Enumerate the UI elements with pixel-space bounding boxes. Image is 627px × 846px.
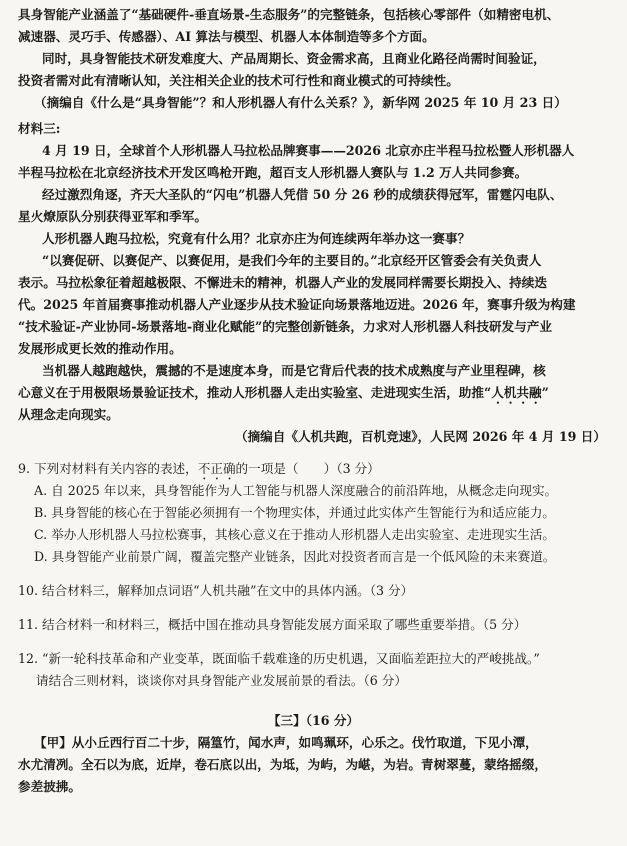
- option-a: A. 自 2025 年以来，具身智能作为人工智能与机器人深度融合的前沿阵地，从概念走向现实。: [34, 483, 558, 498]
- text-line: 代。2025 年首届赛事推动机器人产业逐步从技术验证向场景落地迈进。2026 年，赛事升级为构建: [18, 297, 576, 312]
- material-heading: 材料三:: [18, 121, 61, 136]
- question-12: 请结合三则材料，谈谈你对具身智能产业发展前景的看法。（6 分）: [36, 673, 407, 688]
- text-line: 投资者需对此有清晰认知，关注相关企业的技术可行性和商业模式的可持续性。: [18, 73, 459, 88]
- option-b: B. 具身智能的核心在于智能必须拥有一个物理实体，并通过此实体产生智能行为和适应能力。: [34, 505, 556, 520]
- text-line: 具身智能产业涵盖了“基础硬件-垂直场景-生态服务”的完整链条，包括核心零部件（如精密电机、: [18, 7, 560, 22]
- text-line: 经过激烈角逐，齐天大圣队的“闪电”机器人凭借 50 分 26 秒的成绩获得冠军，雷霆闪电队、: [42, 187, 563, 202]
- text-line: 星火燎原队分别获得亚军和季军。: [18, 209, 207, 224]
- section-heading: 【三】（16 分）: [267, 713, 360, 728]
- question-stem: 9. 下列对材料有关内容的表述，: [18, 461, 198, 476]
- option-c: C. 举办人形机器人马拉松赛事，其核心意义在于推动人形机器人走出实验室、走进现实生活。: [34, 527, 555, 542]
- text-span: 心意义在于用极限场景验证技术，推动人形机器人走出实验室、走进现实生活，助推: [18, 385, 484, 400]
- text-line: 当机器人越跑越快，震撼的不是速度本身，而是它背后代表的技术成熟度与产业里程碑，核: [42, 363, 546, 378]
- text-line: 人形机器人跑马拉松，究竟有什么用？北京亦庄为何连续两年举办这一赛事？: [42, 231, 471, 246]
- option-d: D. 具身智能产业前景广阔，覆盖完整产业链条，因此对投资者而言是一个低风险的未来赛道。: [34, 549, 556, 564]
- text-line: [18, 382, 627, 404]
- text-line: 减速器、灵巧手、传感器）、AI 算法与模型、机器人本体制造等多个方面。: [18, 29, 435, 44]
- text-line: 【甲】从小丘西行百二十步，隔篁竹，闻水声，如鸣珮环，心乐之。伐竹取道，下见小潭，: [34, 735, 538, 750]
- text-line: 水尤清冽。全石以为底，近岸，卷石底以出，为坻，为屿，为嵁，为岩。青树翠蔓，蒙络摇缀，: [18, 757, 547, 772]
- dotted-term: “人机共融”: [483, 385, 549, 400]
- question-12: 12. “新一轮科技革命和产业变革，既面临千载难逢的历史机遇，又面临差距拉大的严峻挑战。”: [18, 651, 540, 666]
- question-10: 10. 结合材料三，解释加点词语“人机共融”在文中的具体内涵。（3 分）: [18, 583, 414, 598]
- question-11: 11. 结合材料一和材料三，概括中国在推动具身智能发展方面采取了哪些重要举措。（5 分）: [18, 617, 527, 632]
- text-line: 从理念走向现实。: [18, 407, 119, 422]
- text-line: 半程马拉松在北京经济技术开发区鸣枪开跑，超百支人形机器人赛队与 1.2 万人共同参赛。: [18, 165, 528, 180]
- text-line: 4 月 19 日，全球首个人形机器人马拉松品牌赛事——2026 北京亦庄半程马拉松暨人形机器人: [42, 143, 575, 158]
- source-citation: （摘编自《什么是“具身智能”？和人形机器人有什么关系？》，新华网 2025 年 10 月 23 日）: [34, 95, 567, 110]
- question-stem: 的一项是（ ）（3 分）: [235, 461, 380, 476]
- text-line: “以赛促研、以赛促产、以赛促用，是我们今年的主要目的。”北京经开区管委会有关负责人: [42, 253, 542, 268]
- text-line: “技术验证-产业协同-场景落地-商业化赋能”的完整创新链条，力求对人形机器人科技研发与产业: [18, 319, 552, 334]
- text-line: 表示。马拉松象征着超越极限、不懈进未的精神，机器人产业的发展同样需要长期投入、持续迭: [18, 275, 547, 290]
- source-citation: （摘编自《人机共跑，百机竞速》，人民网 2026 年 4 月 19 日）: [234, 429, 606, 444]
- text-line: 参差披拂。: [18, 779, 81, 794]
- question-9: [18, 458, 627, 480]
- dotted-term: 不正确: [197, 461, 236, 476]
- text-line: 同时，具身智能技术研发难度大、产品周期长、资金需求高，且商业化路径尚需时间验证，: [42, 51, 546, 66]
- text-line: 发展形成更长效的推动作用。: [18, 341, 182, 356]
